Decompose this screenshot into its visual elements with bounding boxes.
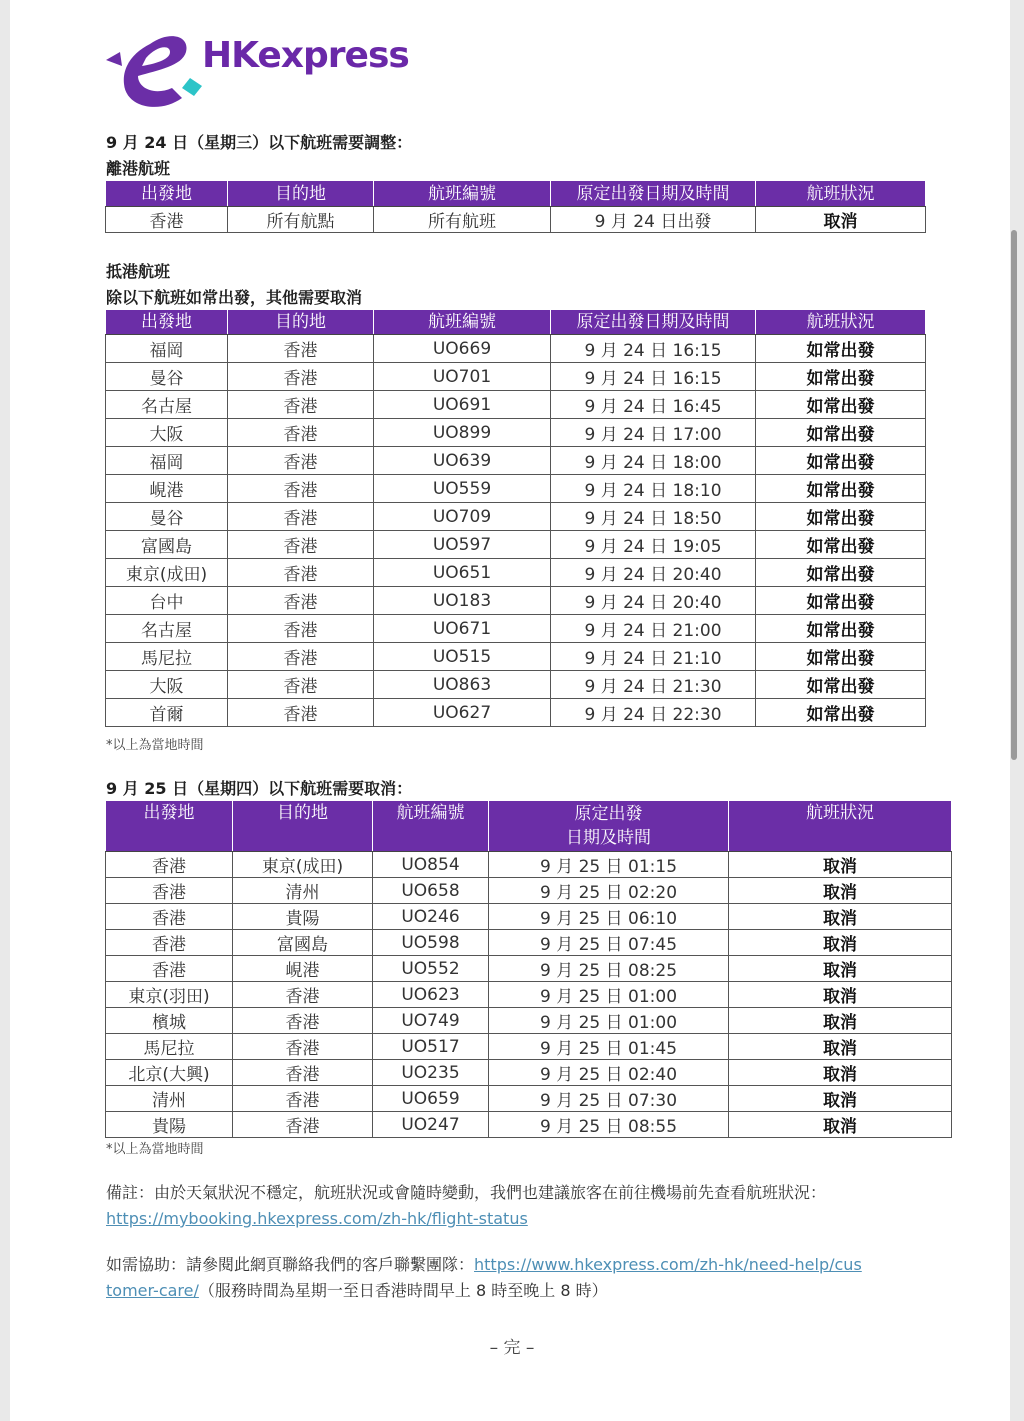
cell-status: 如常出發 [756,503,926,531]
logo-e-icon [98,30,208,110]
cell-destination: 香港 [228,587,374,615]
cell-flight-no: UO598 [373,930,489,956]
cell-destination: 香港 [228,503,374,531]
cancellations-footnote: *以上為當地時間 [106,1142,204,1157]
cell-flight-no: UO247 [373,1112,489,1138]
cell-destination: 富國島 [233,930,373,956]
table-row [106,878,952,904]
cell-origin: 香港 [106,852,233,878]
remark-help [106,1252,866,1304]
col-flight-no: 航班編號 [374,181,551,207]
cell-status: 取消 [729,1034,952,1060]
cell-datetime: 9 月 25 日 01:00 [489,1008,729,1034]
table-row [106,503,926,531]
arrivals-table [105,309,926,727]
cell-status: 如常出發 [756,531,926,559]
cell-datetime: 9 月 24 日 18:10 [551,475,756,503]
logo-wordmark: HKexpress [202,35,409,76]
cell-status: 取消 [729,930,952,956]
cell-destination: 香港 [228,699,374,727]
col-origin: 出發地 [106,801,233,852]
cell-flight-no: UO559 [374,475,551,503]
table-row [106,475,926,503]
cell-datetime: 9 月 24 日 21:00 [551,615,756,643]
table-row [106,419,926,447]
table-row [106,447,926,475]
cell-datetime: 9 月 24 日 18:00 [551,447,756,475]
cell-origin: 福岡 [106,447,228,475]
table-row [106,1112,952,1138]
col-status: 航班狀況 [729,801,952,852]
cell-flight-no: UO183 [374,587,551,615]
col-datetime-line1: 原定出發 [574,804,643,824]
cell-origin: 曼谷 [106,363,228,391]
cell-flight-no: UO669 [374,335,551,363]
cell-flight-no: UO517 [373,1034,489,1060]
cell-origin: 峴港 [106,475,228,503]
col-destination: 目的地 [228,181,374,207]
cell-datetime: 9 月 24 日 21:10 [551,643,756,671]
cell-origin: 名古屋 [106,615,228,643]
cell-destination: 香港 [228,447,374,475]
table-row [106,1008,952,1034]
cell-destination: 香港 [233,1112,373,1138]
col-datetime [489,801,729,852]
col-flight-no: 航班編號 [374,310,551,335]
cell-destination: 貴陽 [233,904,373,930]
cell-datetime: 9 月 25 日 06:10 [489,904,729,930]
cell-origin: 貴陽 [106,1112,233,1138]
cell-status: 取消 [729,852,952,878]
cell-origin: 大阪 [106,419,228,447]
cell-origin: 大阪 [106,671,228,699]
cell-origin: 富國島 [106,531,228,559]
cell-flight-no: UO659 [373,1086,489,1112]
cell-flight-no: UO658 [373,878,489,904]
cell-status: 如常出發 [756,587,926,615]
cell-flight-no: UO235 [373,1060,489,1086]
cell-origin: 清州 [106,1086,233,1112]
cell-datetime: 9 月 25 日 02:20 [489,878,729,904]
cell-origin: 東京(成田) [106,559,228,587]
cell-flight-no: UO246 [373,904,489,930]
arrivals-label: 抵港航班 [106,262,171,281]
cell-origin: 香港 [106,956,233,982]
col-origin: 出發地 [106,181,228,207]
cell-destination: 香港 [228,615,374,643]
cell-datetime: 9 月 25 日 08:55 [489,1112,729,1138]
section1-title: 9 月 24 日（星期三）以下航班需要調整： [106,133,413,152]
cell-datetime: 9 月 24 日 17:00 [551,419,756,447]
cell-status: 取消 [729,956,952,982]
cell-destination: 所有航點 [228,207,374,233]
section2-title: 9 月 25 日（星期四）以下航班需要取消： [106,779,413,798]
cell-destination: 香港 [228,643,374,671]
cell-flight-no: UO709 [374,503,551,531]
table-row [106,956,952,982]
cell-origin: 東京(羽田) [106,982,233,1008]
flight-status-link[interactable]: https://mybooking.hkexpress.com/zh-hk/flight-status [106,1209,528,1228]
col-datetime-line2: 日期及時間 [566,828,651,848]
cell-flight-no: UO597 [374,531,551,559]
cell-datetime: 9 月 24 日 20:40 [551,559,756,587]
col-flight-no: 航班編號 [373,801,489,852]
cell-datetime: 9 月 25 日 01:00 [489,982,729,1008]
cell-datetime: 9 月 25 日 01:15 [489,852,729,878]
cell-flight-no: 所有航班 [374,207,551,233]
cell-destination: 香港 [228,391,374,419]
table-row [106,391,926,419]
cell-datetime: 9 月 25 日 08:25 [489,956,729,982]
cell-destination: 峴港 [233,956,373,982]
cell-destination: 香港 [233,1034,373,1060]
remark-note [106,1180,906,1232]
cell-origin: 台中 [106,587,228,615]
cell-status: 取消 [729,1086,952,1112]
cell-flight-no: UO701 [374,363,551,391]
cell-origin: 香港 [106,207,228,233]
cell-datetime: 9 月 25 日 02:40 [489,1060,729,1086]
remark-help-text: 如需協助：請參閱此網頁聯絡我們的客戶聯繫團隊： [106,1255,475,1274]
table-row [106,1060,952,1086]
cell-destination: 香港 [233,1008,373,1034]
cell-status: 如常出發 [756,559,926,587]
col-origin: 出發地 [106,310,228,335]
cell-origin: 名古屋 [106,391,228,419]
cell-origin: 香港 [106,904,233,930]
col-status: 航班狀況 [756,310,926,335]
hkexpress-logo [98,30,408,110]
col-datetime: 原定出發日期及時間 [551,181,756,207]
departures-table [105,180,926,233]
cell-destination: 清州 [233,878,373,904]
cell-flight-no: UO671 [374,615,551,643]
cell-origin: 檳城 [106,1008,233,1034]
cell-status: 如常出發 [756,615,926,643]
cell-status: 如常出發 [756,335,926,363]
cell-flight-no: UO691 [374,391,551,419]
table-row [106,699,926,727]
cell-datetime: 9 月 24 日出發 [551,207,756,233]
cell-datetime: 9 月 24 日 19:05 [551,531,756,559]
arrivals-footnote: *以上為當地時間 [106,738,204,753]
table-row [106,335,926,363]
cell-status: 如常出發 [756,699,926,727]
scrollbar[interactable] [1011,230,1017,760]
cell-destination: 香港 [233,1060,373,1086]
cell-status: 取消 [729,1112,952,1138]
cell-datetime: 9 月 25 日 01:45 [489,1034,729,1060]
table-row [106,643,926,671]
cell-destination: 香港 [228,419,374,447]
table-row [106,904,952,930]
cell-datetime: 9 月 24 日 21:30 [551,671,756,699]
cell-destination: 香港 [228,335,374,363]
cell-datetime: 9 月 24 日 22:30 [551,699,756,727]
cell-status: 如常出發 [756,419,926,447]
col-status: 航班狀況 [756,181,926,207]
cell-datetime: 9 月 24 日 18:50 [551,503,756,531]
cell-datetime: 9 月 24 日 20:40 [551,587,756,615]
cell-destination: 香港 [228,671,374,699]
cell-flight-no: UO899 [374,419,551,447]
remark-help-suffix: （服務時間為星期一至日香港時間早上 8 時至晚上 8 時） [198,1281,608,1300]
cell-destination: 香港 [233,982,373,1008]
cell-status: 如常出發 [756,475,926,503]
cell-origin: 曼谷 [106,503,228,531]
cell-datetime: 9 月 24 日 16:45 [551,391,756,419]
cell-origin: 福岡 [106,335,228,363]
cell-status: 取消 [729,904,952,930]
cell-status: 取消 [729,1008,952,1034]
cell-destination: 香港 [233,1086,373,1112]
table-row [106,671,926,699]
cell-origin: 馬尼拉 [106,643,228,671]
cell-status: 如常出發 [756,643,926,671]
cell-flight-no: UO515 [374,643,551,671]
cell-datetime: 9 月 25 日 07:30 [489,1086,729,1112]
table-row [106,587,926,615]
cell-flight-no: UO639 [374,447,551,475]
end-mark: – 完 – [489,1338,535,1358]
cell-datetime: 9 月 24 日 16:15 [551,363,756,391]
table-row [106,982,952,1008]
remark-note-text: 備註：由於天氣狀況不穩定，航班狀況或會隨時變動，我們也建議旅客在前往機場前先查看航班狀況： [106,1183,827,1202]
cell-status: 如常出發 [756,363,926,391]
cell-status: 取消 [756,207,926,233]
table-row [106,363,926,391]
cell-status: 取消 [729,1060,952,1086]
departures-label: 離港航班 [106,159,171,178]
cell-destination: 東京(成田) [233,852,373,878]
cell-origin: 香港 [106,878,233,904]
table-row [106,559,926,587]
table-row [106,930,952,956]
cancellations-table [105,800,952,1138]
col-destination: 目的地 [233,801,373,852]
cell-destination: 香港 [228,559,374,587]
cell-datetime: 9 月 24 日 16:15 [551,335,756,363]
table-row [106,1034,952,1060]
cell-origin: 馬尼拉 [106,1034,233,1060]
cell-origin: 首爾 [106,699,228,727]
cell-origin: 香港 [106,930,233,956]
cell-flight-no: UO651 [374,559,551,587]
cell-destination: 香港 [228,531,374,559]
departures-header-row [106,181,926,207]
arrivals-sublabel: 除以下航班如常出發，其他需要取消 [106,288,363,307]
cell-flight-no: UO623 [373,982,489,1008]
table-row [106,531,926,559]
col-destination: 目的地 [228,310,374,335]
cell-flight-no: UO863 [374,671,551,699]
cell-status: 取消 [729,982,952,1008]
cell-status: 如常出發 [756,447,926,475]
cell-flight-no: UO627 [374,699,551,727]
cancellations-header-row [106,801,952,852]
col-datetime: 原定出發日期及時間 [551,310,756,335]
table-row [106,207,926,233]
cell-destination: 香港 [228,475,374,503]
cell-datetime: 9 月 25 日 07:45 [489,930,729,956]
cell-flight-no: UO552 [373,956,489,982]
cell-flight-no: UO749 [373,1008,489,1034]
customer-care-link[interactable]: https://www.hkexpress.com/zh-hk/need-help/customer-care/ [106,1255,862,1300]
cell-flight-no: UO854 [373,852,489,878]
cell-status: 取消 [729,878,952,904]
cell-destination: 香港 [228,363,374,391]
table-row [106,1086,952,1112]
cell-status: 如常出發 [756,391,926,419]
arrivals-header-row [106,310,926,335]
cell-status: 如常出發 [756,671,926,699]
table-row [106,615,926,643]
cell-origin: 北京(大興) [106,1060,233,1086]
table-row [106,852,952,878]
